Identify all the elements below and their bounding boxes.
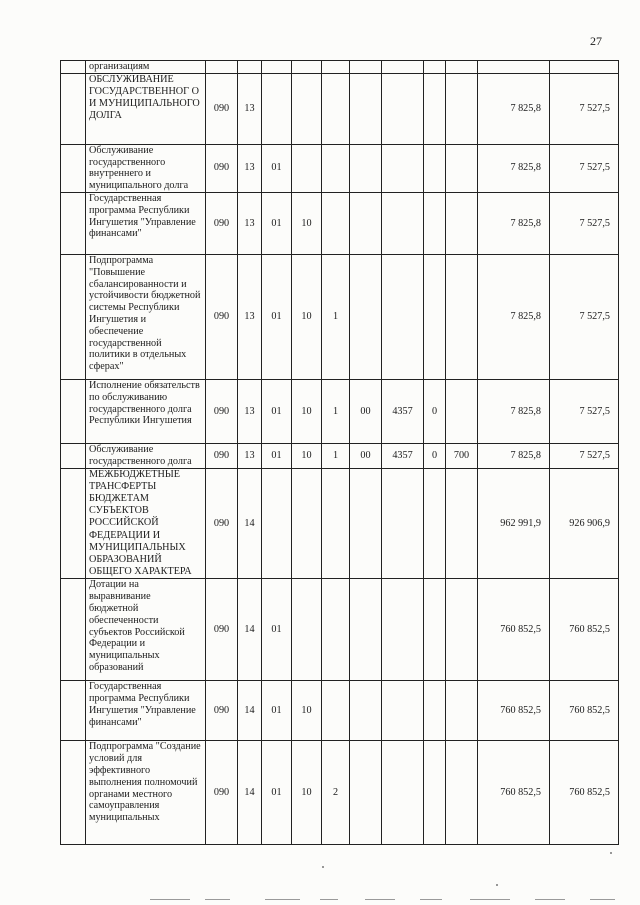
row-index-cell: [61, 73, 86, 144]
page-number: 27: [590, 34, 602, 48]
sum-year1-cell: 760 852,5: [478, 579, 550, 681]
subsection-cell: 01: [262, 741, 292, 845]
section-cell: 13: [238, 144, 262, 192]
section-cell: 13: [238, 379, 262, 443]
extra-code-cell: [424, 254, 446, 379]
direction-cell: [382, 254, 424, 379]
subsection-cell: 01: [262, 579, 292, 681]
program-cell: 10: [292, 379, 322, 443]
sum-year2-cell: 7 527,5: [550, 192, 619, 254]
admin-code-cell: [206, 61, 238, 74]
section-cell: 13: [238, 254, 262, 379]
section-cell: 14: [238, 681, 262, 741]
sum-year2-cell: 760 852,5: [550, 579, 619, 681]
row-index-cell: [61, 681, 86, 741]
table-row: [61, 468, 619, 579]
direction-cell: [382, 192, 424, 254]
sum-year1-cell: 7 825,8: [478, 379, 550, 443]
item-name-cell: Подпрограмма "Повышение сбалансированности и устойчивости бюджетной системы Республики Ингушетия и обеспечение государственной политики в отдельных сферах": [86, 254, 206, 379]
subsection-cell: 01: [262, 379, 292, 443]
subprogram-cell: [322, 579, 350, 681]
scan-speck: [496, 884, 498, 886]
sum-year1-cell: 7 825,8: [478, 192, 550, 254]
direction-cell: [382, 144, 424, 192]
table-row: [61, 741, 619, 845]
subprogram-cell: [322, 73, 350, 144]
main-event-cell: [350, 73, 382, 144]
admin-code-cell: 090: [206, 379, 238, 443]
sum-year2-cell: 760 852,5: [550, 741, 619, 845]
direction-cell: [382, 61, 424, 74]
main-event-cell: [350, 192, 382, 254]
admin-code-cell: 090: [206, 579, 238, 681]
item-name-cell: Дотации на выравнивание бюджетной обеспеченности субъектов Российской Федерации и муниципальных образований: [86, 579, 206, 681]
extra-code-cell: [424, 579, 446, 681]
direction-cell: [382, 73, 424, 144]
expense-type-cell: [446, 579, 478, 681]
subprogram-cell: [322, 144, 350, 192]
direction-cell: [382, 681, 424, 741]
sum-year1-cell: 962 991,9: [478, 468, 550, 579]
row-index-cell: [61, 741, 86, 845]
subsection-cell: 01: [262, 144, 292, 192]
program-cell: [292, 468, 322, 579]
main-event-cell: [350, 741, 382, 845]
expense-type-cell: 700: [446, 443, 478, 468]
subprogram-cell: [322, 681, 350, 741]
subsection-cell: 01: [262, 681, 292, 741]
sum-year2-cell: 7 527,5: [550, 73, 619, 144]
subprogram-cell: [322, 61, 350, 74]
extra-code-cell: [424, 61, 446, 74]
admin-code-cell: 090: [206, 741, 238, 845]
sum-year2-cell: 7 527,5: [550, 379, 619, 443]
sum-year1-cell: [478, 61, 550, 74]
item-name-cell: Обслуживание государственного долга: [86, 443, 206, 468]
scan-edge-marks: [0, 893, 640, 905]
expense-type-cell: [446, 144, 478, 192]
section-cell: [238, 61, 262, 74]
table-row: [61, 443, 619, 468]
row-index-cell: [61, 579, 86, 681]
subsection-cell: 01: [262, 254, 292, 379]
scan-speck: [610, 852, 612, 854]
item-name-cell: Исполнение обязательств по обслуживанию государственного долга Республики Ингушетия: [86, 379, 206, 443]
sum-year2-cell: 7 527,5: [550, 254, 619, 379]
extra-code-cell: [424, 144, 446, 192]
program-cell: 10: [292, 192, 322, 254]
extra-code-cell: 0: [424, 443, 446, 468]
sum-year1-cell: 760 852,5: [478, 741, 550, 845]
main-event-cell: [350, 61, 382, 74]
admin-code-cell: 090: [206, 254, 238, 379]
budget-table: [60, 60, 619, 845]
row-index-cell: [61, 61, 86, 74]
program-cell: 10: [292, 741, 322, 845]
subprogram-cell: 1: [322, 443, 350, 468]
section-cell: 14: [238, 579, 262, 681]
row-index-cell: [61, 379, 86, 443]
extra-code-cell: [424, 468, 446, 579]
table-row: [61, 192, 619, 254]
item-name-cell: Государственная программа Республики Ингушетия "Управление финансами": [86, 681, 206, 741]
expense-type-cell: [446, 681, 478, 741]
item-name-cell: Обслуживание государственного внутреннего и муниципального долга: [86, 144, 206, 192]
item-name-cell: МЕЖБЮДЖЕТНЫЕ ТРАНСФЕРТЫ БЮДЖЕТАМ СУБЪЕКТОВ РОССИЙСКОЙ ФЕДЕРАЦИИ И МУНИЦИПАЛЬНЫХ ОБРАЗОВАНИЙ ОБЩЕГО ХАРАКТЕРА: [86, 468, 206, 579]
item-name-cell: Государственная программа Республики Ингушетия "Управление финансами": [86, 192, 206, 254]
table-row: [61, 144, 619, 192]
table-row: [61, 681, 619, 741]
row-index-cell: [61, 468, 86, 579]
subprogram-cell: [322, 192, 350, 254]
program-cell: 10: [292, 443, 322, 468]
expense-type-cell: [446, 468, 478, 579]
section-cell: 13: [238, 73, 262, 144]
program-cell: 10: [292, 681, 322, 741]
item-name-cell: ОБСЛУЖИВАНИЕ ГОСУДАРСТВЕННОГ О И МУНИЦИПАЛЬНОГО ДОЛГА: [86, 73, 206, 144]
sum-year1-cell: 760 852,5: [478, 681, 550, 741]
section-cell: 13: [238, 443, 262, 468]
admin-code-cell: 090: [206, 681, 238, 741]
direction-cell: 4357: [382, 379, 424, 443]
program-cell: [292, 579, 322, 681]
sum-year1-cell: 7 825,8: [478, 144, 550, 192]
subprogram-cell: 2: [322, 741, 350, 845]
sum-year2-cell: 7 527,5: [550, 144, 619, 192]
section-cell: 14: [238, 468, 262, 579]
row-index-cell: [61, 144, 86, 192]
expense-type-cell: [446, 254, 478, 379]
section-cell: 14: [238, 741, 262, 845]
sum-year2-cell: 7 527,5: [550, 443, 619, 468]
subprogram-cell: [322, 468, 350, 579]
sum-year2-cell: 760 852,5: [550, 681, 619, 741]
table-row: [61, 579, 619, 681]
sum-year1-cell: 7 825,8: [478, 443, 550, 468]
admin-code-cell: 090: [206, 144, 238, 192]
main-event-cell: [350, 144, 382, 192]
subsection-cell: 01: [262, 443, 292, 468]
admin-code-cell: 090: [206, 443, 238, 468]
expense-type-cell: [446, 741, 478, 845]
direction-cell: [382, 579, 424, 681]
expense-type-cell: [446, 61, 478, 74]
sum-year2-cell: [550, 61, 619, 74]
sum-year1-cell: 7 825,8: [478, 254, 550, 379]
table-body: [61, 61, 619, 845]
item-name-cell: организациям: [86, 61, 206, 74]
table-row: [61, 61, 619, 74]
expense-type-cell: [446, 192, 478, 254]
extra-code-cell: 0: [424, 379, 446, 443]
extra-code-cell: [424, 73, 446, 144]
main-event-cell: 00: [350, 443, 382, 468]
admin-code-cell: 090: [206, 192, 238, 254]
subsection-cell: [262, 61, 292, 74]
row-index-cell: [61, 443, 86, 468]
expense-type-cell: [446, 73, 478, 144]
scan-speck: [322, 866, 324, 868]
section-cell: 13: [238, 192, 262, 254]
direction-cell: [382, 468, 424, 579]
program-cell: [292, 61, 322, 74]
subprogram-cell: 1: [322, 254, 350, 379]
program-cell: 10: [292, 254, 322, 379]
table-row: [61, 73, 619, 144]
direction-cell: 4357: [382, 443, 424, 468]
main-event-cell: [350, 681, 382, 741]
row-index-cell: [61, 254, 86, 379]
sum-year2-cell: 926 906,9: [550, 468, 619, 579]
table-row: [61, 379, 619, 443]
program-cell: [292, 73, 322, 144]
sum-year1-cell: 7 825,8: [478, 73, 550, 144]
subsection-cell: [262, 468, 292, 579]
subsection-cell: 01: [262, 192, 292, 254]
main-event-cell: [350, 579, 382, 681]
program-cell: [292, 144, 322, 192]
extra-code-cell: [424, 681, 446, 741]
main-event-cell: [350, 254, 382, 379]
extra-code-cell: [424, 192, 446, 254]
subprogram-cell: 1: [322, 379, 350, 443]
main-event-cell: 00: [350, 379, 382, 443]
direction-cell: [382, 741, 424, 845]
subsection-cell: [262, 73, 292, 144]
item-name-cell: Подпрограмма "Создание условий для эффективного выполнения полномочий органами местного самоуправления муниципальных: [86, 741, 206, 845]
expense-type-cell: [446, 379, 478, 443]
extra-code-cell: [424, 741, 446, 845]
row-index-cell: [61, 192, 86, 254]
admin-code-cell: 090: [206, 468, 238, 579]
table-row: [61, 254, 619, 379]
admin-code-cell: 090: [206, 73, 238, 144]
main-event-cell: [350, 468, 382, 579]
